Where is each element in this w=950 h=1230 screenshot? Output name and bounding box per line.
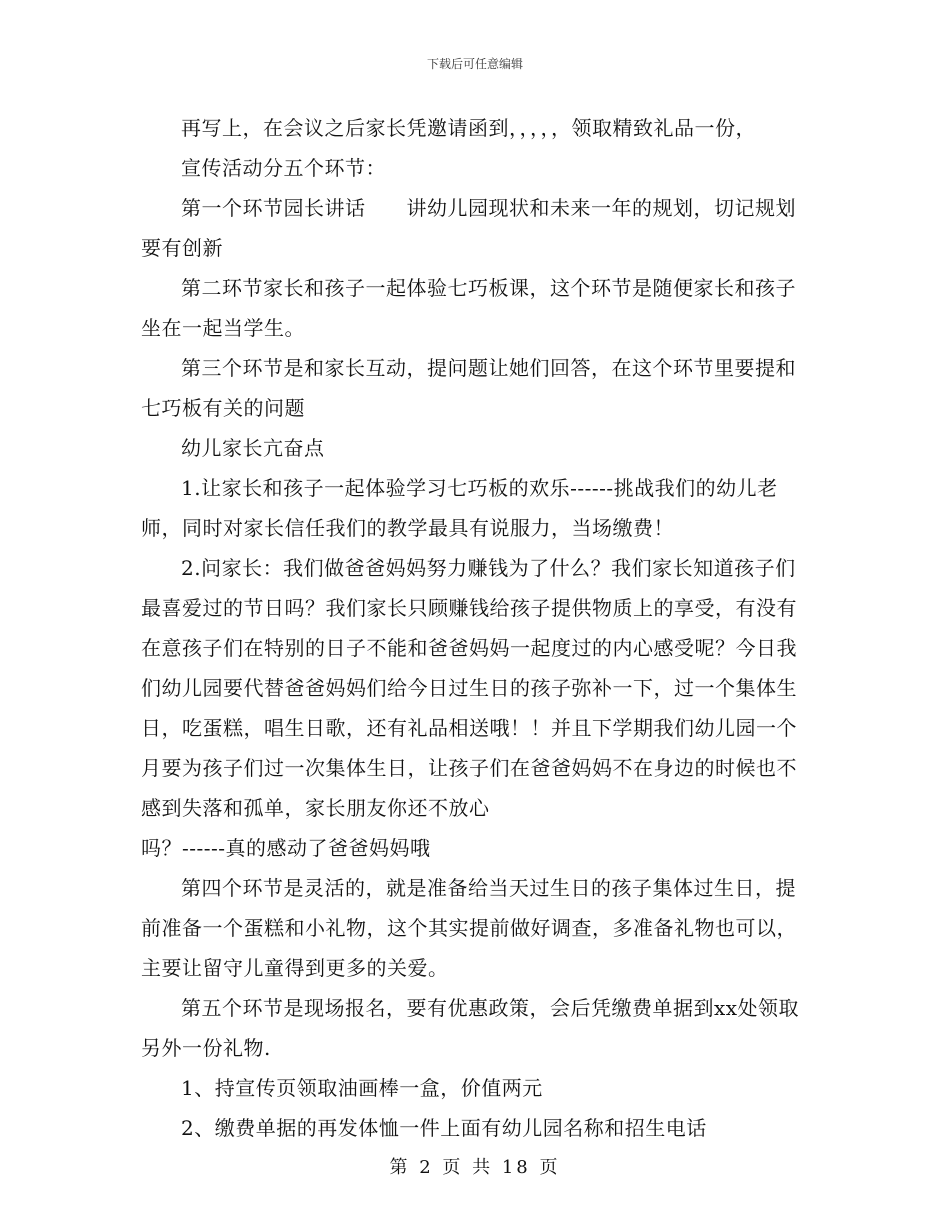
paragraph-10: 第四个环节是灵活的，就是准备给当天过生日的孩子集体过生日，提前准备一个蛋糕和小礼物，这个其实提前做好调查，多准备礼物也可以，主要让留守儿童得到更多的关爱。 <box>141 876 797 980</box>
page-footer: 第 2 页 共 18 页 <box>389 1157 561 1178</box>
paragraph-4: 第二环节家长和孩子一起体验七巧板课，这个环节是随便家长和孩子坐在一起当学生。 <box>141 276 796 340</box>
paragraph-3: 第一个环节园长讲话 讲幼儿园现状和未来一年的规划，切记规划要有创新 <box>141 196 796 260</box>
paragraph-5: 第三个环节是和家长互动，提问题让她们回答，在这个环节里要提和七巧板有关的问题 <box>141 356 796 420</box>
paragraph-1: 再写上，在会议之后家长凭邀请函到，，，，，领取精致礼品一份， <box>181 116 756 140</box>
page-header: 下载后可任意编辑 <box>426 57 523 71</box>
paragraph-7: 1.让家长和孩子一起体验学习七巧板的欢乐------挑战我们的幼儿老师，同时对家长信任我们的教学最具有说服力，当场缴费！ <box>141 476 778 540</box>
paragraph-8: 2.问家长：我们做爸爸妈妈努力赚钱为了什么？我们家长知道孩子们最喜爱过的节日吗？我们家长只顾赚钱给孩子提供物质上的享受，有没有在意孩子们在特别的日子不能和爸爸妈妈一起度过的内心感受呢？今日我们幼儿园要代替爸爸妈妈们给今日过生日的孩子弥补一下，过一个集体生日，吃蛋糕，唱生日歌，还有礼品相送哦！！并且下学期我们幼儿园一个月要为孩子们过一次集体生日，让孩子们在爸爸妈妈不在身边的时候也不感到失落和孤单，家长朋友你还不放心 <box>141 556 797 820</box>
paragraph-6: 幼儿家长亢奋点 <box>181 436 325 460</box>
paragraph-13: 2、缴费单据的再发体恤一件上面有幼儿园名称和招生电话 <box>181 1116 707 1140</box>
paragraph-12: 1、持宣传页领取油画棒一盒，价值两元 <box>181 1076 543 1100</box>
paragraph-9: 吗？------真的感动了爸爸妈妈哦 <box>141 836 431 860</box>
paragraph-11: 第五个环节是现场报名，要有优惠政策，会后凭缴费单据到xx处领取另外一份礼物. <box>141 996 800 1060</box>
document-body <box>141 108 811 1148</box>
paragraph-2: 宣传活动分五个环节： <box>181 156 386 180</box>
